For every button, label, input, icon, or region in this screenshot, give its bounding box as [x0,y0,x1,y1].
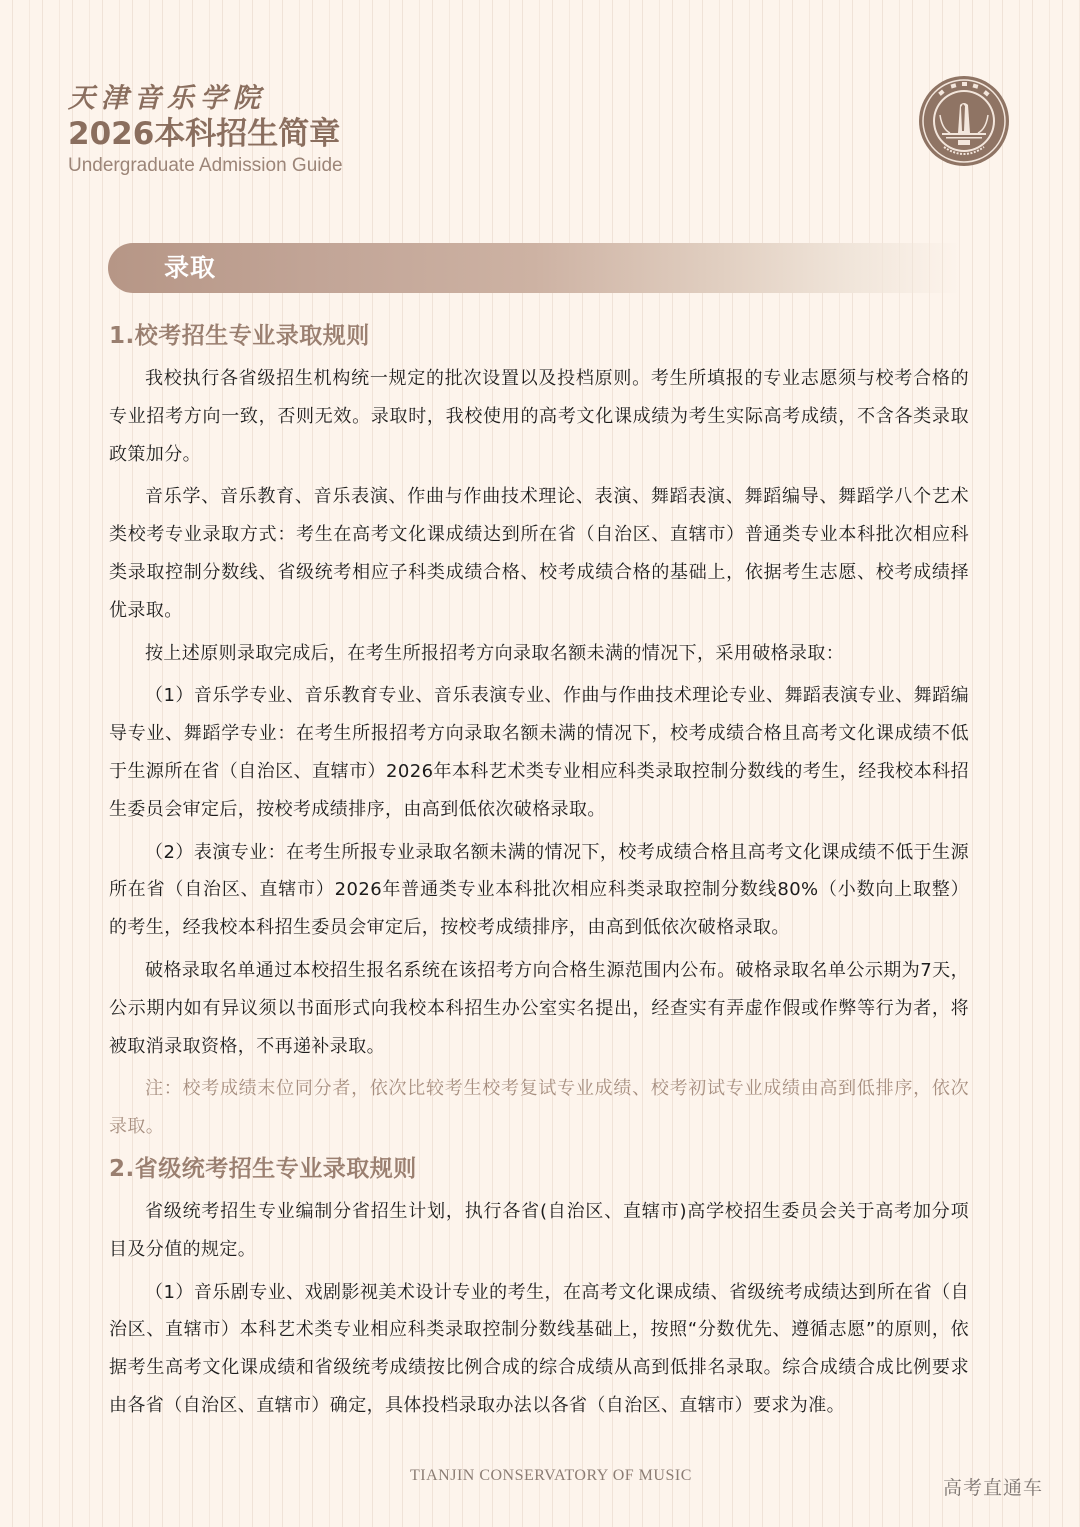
watermark: 高考直通车 [943,1477,1044,1499]
section-provincial-exam-rules [109,1151,969,1425]
school-emblem-icon [918,75,1010,167]
section-banner [108,243,960,293]
paragraph: 省级统考招生专业编制分省招生计划，执行各省(自治区、直辖市)高学校招生委员会关于高考加分项目及分值的规定。 [109,1200,969,1260]
footer-text: TIANJIN CONSERVATORY OF MUSIC [410,1467,692,1484]
section-heading: 1.校考招生专业录取规则 [109,323,370,349]
document-body [109,318,969,1430]
section-heading: 2.省级统考招生专业录取规则 [109,1155,417,1182]
banner-title: 录取 [164,253,217,282]
paragraph: 按上述原则录取完成后，在考生所报招考方向录取名额未满的情况下，采用破格录取： [145,642,845,664]
paragraph: 音乐学、音乐教育、音乐表演、作曲与作曲技术理论、表演、舞蹈表演、舞蹈编导、舞蹈学八个艺术类校考专业录取方式：考生在高考文化课成绩达到所在省（自治区、直辖市）普通类专业本科批次相应科类录取控制分数线、省级统考相应子科类成绩合格、校考成绩合格的基础上，依据考生志愿、校考成绩择优录取。 [109,486,969,621]
note-paragraph: 注：校考成绩末位同分者，依次比较考生校考复试专业成绩、校考初试专业成绩由高到低排序，依次录取。 [109,1078,969,1138]
paragraph: （1）音乐学专业、音乐教育专业、音乐表演专业、作曲与作曲技术理论专业、舞蹈表演专业、舞蹈编导专业、舞蹈学专业：在考生所报招考方向录取名额未满的情况下，校考成绩合格且高考文化课成绩不低于生源所在省（自治区、直辖市）2026年本科艺术类专业相应科类录取控制分数线的考生，经我校本科招生委员会审定后，按校考成绩排序，由高到低依次破格录取。 [109,685,969,820]
school-name: 天津音乐学院 [68,83,266,114]
paragraph: 破格录取名单通过本校招生报名系统在该招考方向合格生源范围内公布。破格录取名单公示期为7天，公示期内如有异议须以书面形式向我校本科招生办公室实名提出，经查实有弄虚作假或作弊等行为者，将被取消录取资格，不再递补录取。 [109,959,969,1057]
paragraph: （1）音乐剧专业、戏剧影视美术设计专业的考生，在高考文化课成绩、省级统考成绩达到所在省（自治区、直辖市）本科艺术类专业相应科类录取控制分数线基础上，按照“分数优先、遵循志愿”的原则，依据考生高考文化课成绩和省级统考成绩按比例合成的综合成绩从高到低排名录取。综合成绩合成比例要求由各省（自治区、直辖市）确定，具体投档录取办法以各省（自治区、直辖市）要求为准。 [109,1281,969,1416]
guide-subtitle: Undergraduate Admission Guide [68,155,343,176]
paragraph: 我校执行各省级招生机构统一规定的批次设置以及投档原则。考生所填报的专业志愿须与校考合格的专业招考方向一致，否则无效。录取时，我校使用的高考文化课成绩为考生实际高考成绩，不含各类录取政策加分。 [109,368,969,465]
paragraph: （2）表演专业：在考生所报专业录取名额未满的情况下，校考成绩合格且高考文化课成绩不低于生源所在省（自治区、直辖市）2026年普通类专业本科批次相应科类录取控制分数线80%（小数向上取整）的考生，经我校本科招生委员会审定后，按校考成绩排序，由高到低依次破格录取。 [109,841,969,939]
section-school-exam-rules [109,318,969,1146]
guide-title: 2026本科招生简章 [68,116,341,152]
page-header [68,82,343,178]
